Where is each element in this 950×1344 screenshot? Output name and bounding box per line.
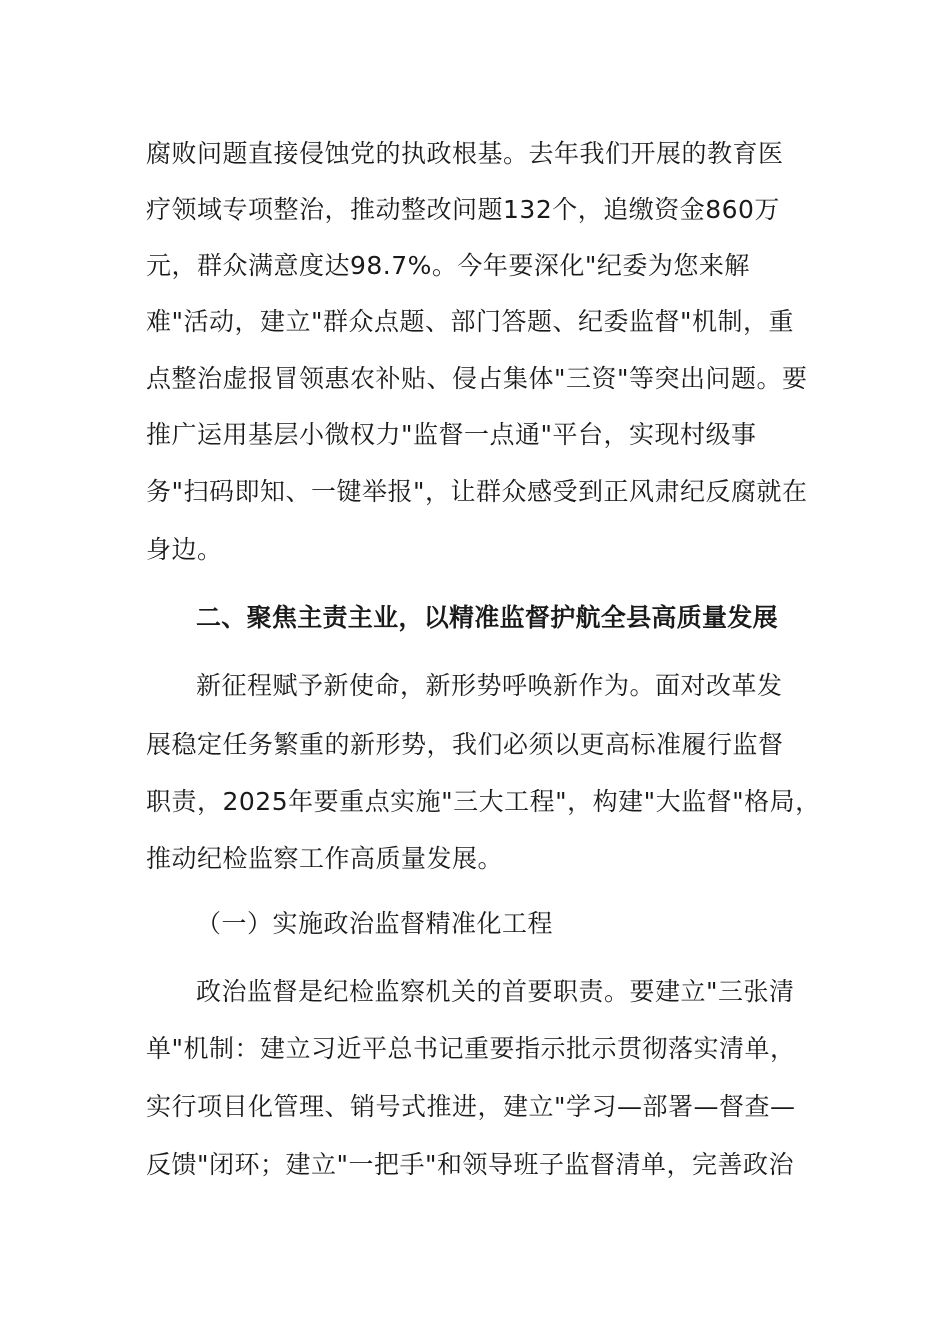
text-line: 身边。 bbox=[146, 535, 223, 564]
text-line: 点整治虚报冒领惠农补贴、侵占集体"三资"等突出问题。要 bbox=[146, 364, 808, 393]
text-line: 实行项目化管理、销号式推进，建立"学习—部署—督查— bbox=[146, 1092, 796, 1121]
text-line: 元，群众满意度达98.7%。今年要深化"纪委为您来解 bbox=[146, 251, 750, 280]
text-line: 单"机制：建立习近平总书记重要指示批示贯彻落实清单， bbox=[146, 1034, 796, 1063]
text-line: 腐败问题直接侵蚀党的执政根基。去年我们开展的教育医 bbox=[146, 139, 784, 168]
text-line: 新征程赋予新使命，新形势呼唤新作为。面对改革发 bbox=[196, 671, 783, 700]
text-line: 展稳定任务繁重的新形势，我们必须以更高标准履行监督 bbox=[146, 730, 784, 759]
text-line: 职责，2025年要重点实施"三大工程"，构建"大监督"格局， bbox=[146, 787, 821, 816]
text-line: 政治监督是纪检监察机关的首要职责。要建立"三张清 bbox=[196, 977, 795, 1006]
text-line: 反馈"闭环；建立"一把手"和领导班子监督清单，完善政治 bbox=[146, 1150, 794, 1179]
text-line: 推广运用基层小微权力"监督一点通"平台，实现村级事 bbox=[146, 420, 757, 449]
text-line: 推动纪检监察工作高质量发展。 bbox=[146, 844, 504, 873]
text-line: 疗领域专项整治，推动整改问题132个，追缴资金860万 bbox=[146, 195, 780, 224]
text-line: 难"活动，建立"群众点题、部门答题、纪委监督"机制，重 bbox=[146, 307, 794, 336]
subsection-heading: （一）实施政治监督精准化工程 bbox=[196, 909, 554, 938]
text-line: 务"扫码即知、一键举报"，让群众感受到正风肃纪反腐就在 bbox=[146, 477, 808, 506]
section-heading: 二、聚焦主责主业，以精准监督护航全县高质量发展 bbox=[196, 603, 778, 632]
